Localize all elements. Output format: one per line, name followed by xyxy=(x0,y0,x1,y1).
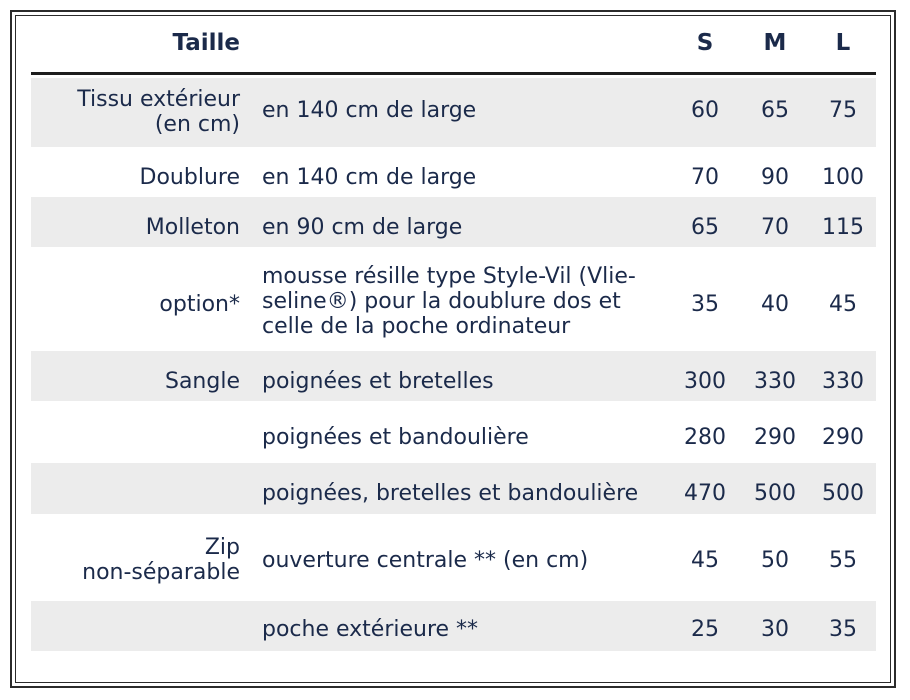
row-description: poignées et bretelles xyxy=(262,369,494,394)
value-l: 75 xyxy=(829,98,857,123)
row-category: Zip non-séparable xyxy=(82,535,240,585)
value-s: 60 xyxy=(691,98,719,123)
value-s: 65 xyxy=(691,215,719,240)
row-description: mousse résille type Style-Vil (Vlie- seline®) pour la doublure dos et celle de la poche ordinateur xyxy=(262,264,636,339)
value-m: 500 xyxy=(754,481,796,506)
value-l: 500 xyxy=(822,481,864,506)
table-row xyxy=(31,197,876,247)
row-category: Tissu extérieur (en cm) xyxy=(77,87,240,137)
value-m: 70 xyxy=(761,215,789,240)
value-m: 65 xyxy=(761,98,789,123)
row-description: en 140 cm de large xyxy=(262,98,477,123)
row-description: poignées, bretelles et bandoulière xyxy=(262,481,639,506)
table-row xyxy=(31,78,876,147)
value-s: 35 xyxy=(691,292,719,317)
value-m: 30 xyxy=(761,617,789,642)
value-l: 45 xyxy=(829,292,857,317)
row-category: Molleton xyxy=(145,215,240,240)
table-row xyxy=(31,247,876,351)
row-description: en 90 cm de large xyxy=(262,215,463,240)
value-m: 50 xyxy=(761,548,789,573)
size-s-header: S xyxy=(696,30,714,56)
table-header xyxy=(31,0,876,75)
value-s: 25 xyxy=(691,617,719,642)
size-l-header: L xyxy=(835,30,851,56)
table-row xyxy=(31,514,876,601)
value-m: 330 xyxy=(754,369,796,394)
table-row xyxy=(31,601,876,651)
table-row xyxy=(31,463,876,514)
value-l: 115 xyxy=(822,215,864,240)
value-l: 330 xyxy=(822,369,864,394)
value-s: 470 xyxy=(684,481,726,506)
row-category: option* xyxy=(159,292,240,317)
row-description: ouverture centrale ** (en cm) xyxy=(262,548,589,573)
value-l: 290 xyxy=(822,425,864,450)
value-s: 300 xyxy=(684,369,726,394)
row-category: Sangle xyxy=(164,369,240,394)
value-l: 35 xyxy=(829,617,857,642)
row-description: en 140 cm de large xyxy=(262,165,477,190)
row-description: poche extérieure ** xyxy=(262,617,479,642)
row-category: Doublure xyxy=(139,165,240,190)
table-row xyxy=(31,147,876,197)
value-s: 45 xyxy=(691,548,719,573)
value-s: 280 xyxy=(684,425,726,450)
value-l: 100 xyxy=(822,165,864,190)
value-m: 40 xyxy=(761,292,789,317)
value-m: 290 xyxy=(754,425,796,450)
value-s: 70 xyxy=(691,165,719,190)
row-description: poignées et bandoulière xyxy=(262,425,529,450)
table-row xyxy=(31,401,876,463)
value-l: 55 xyxy=(829,548,857,573)
table-row xyxy=(31,351,876,401)
size-m-header: M xyxy=(763,30,787,56)
value-m: 90 xyxy=(761,165,789,190)
header-label: Taille xyxy=(172,30,240,56)
